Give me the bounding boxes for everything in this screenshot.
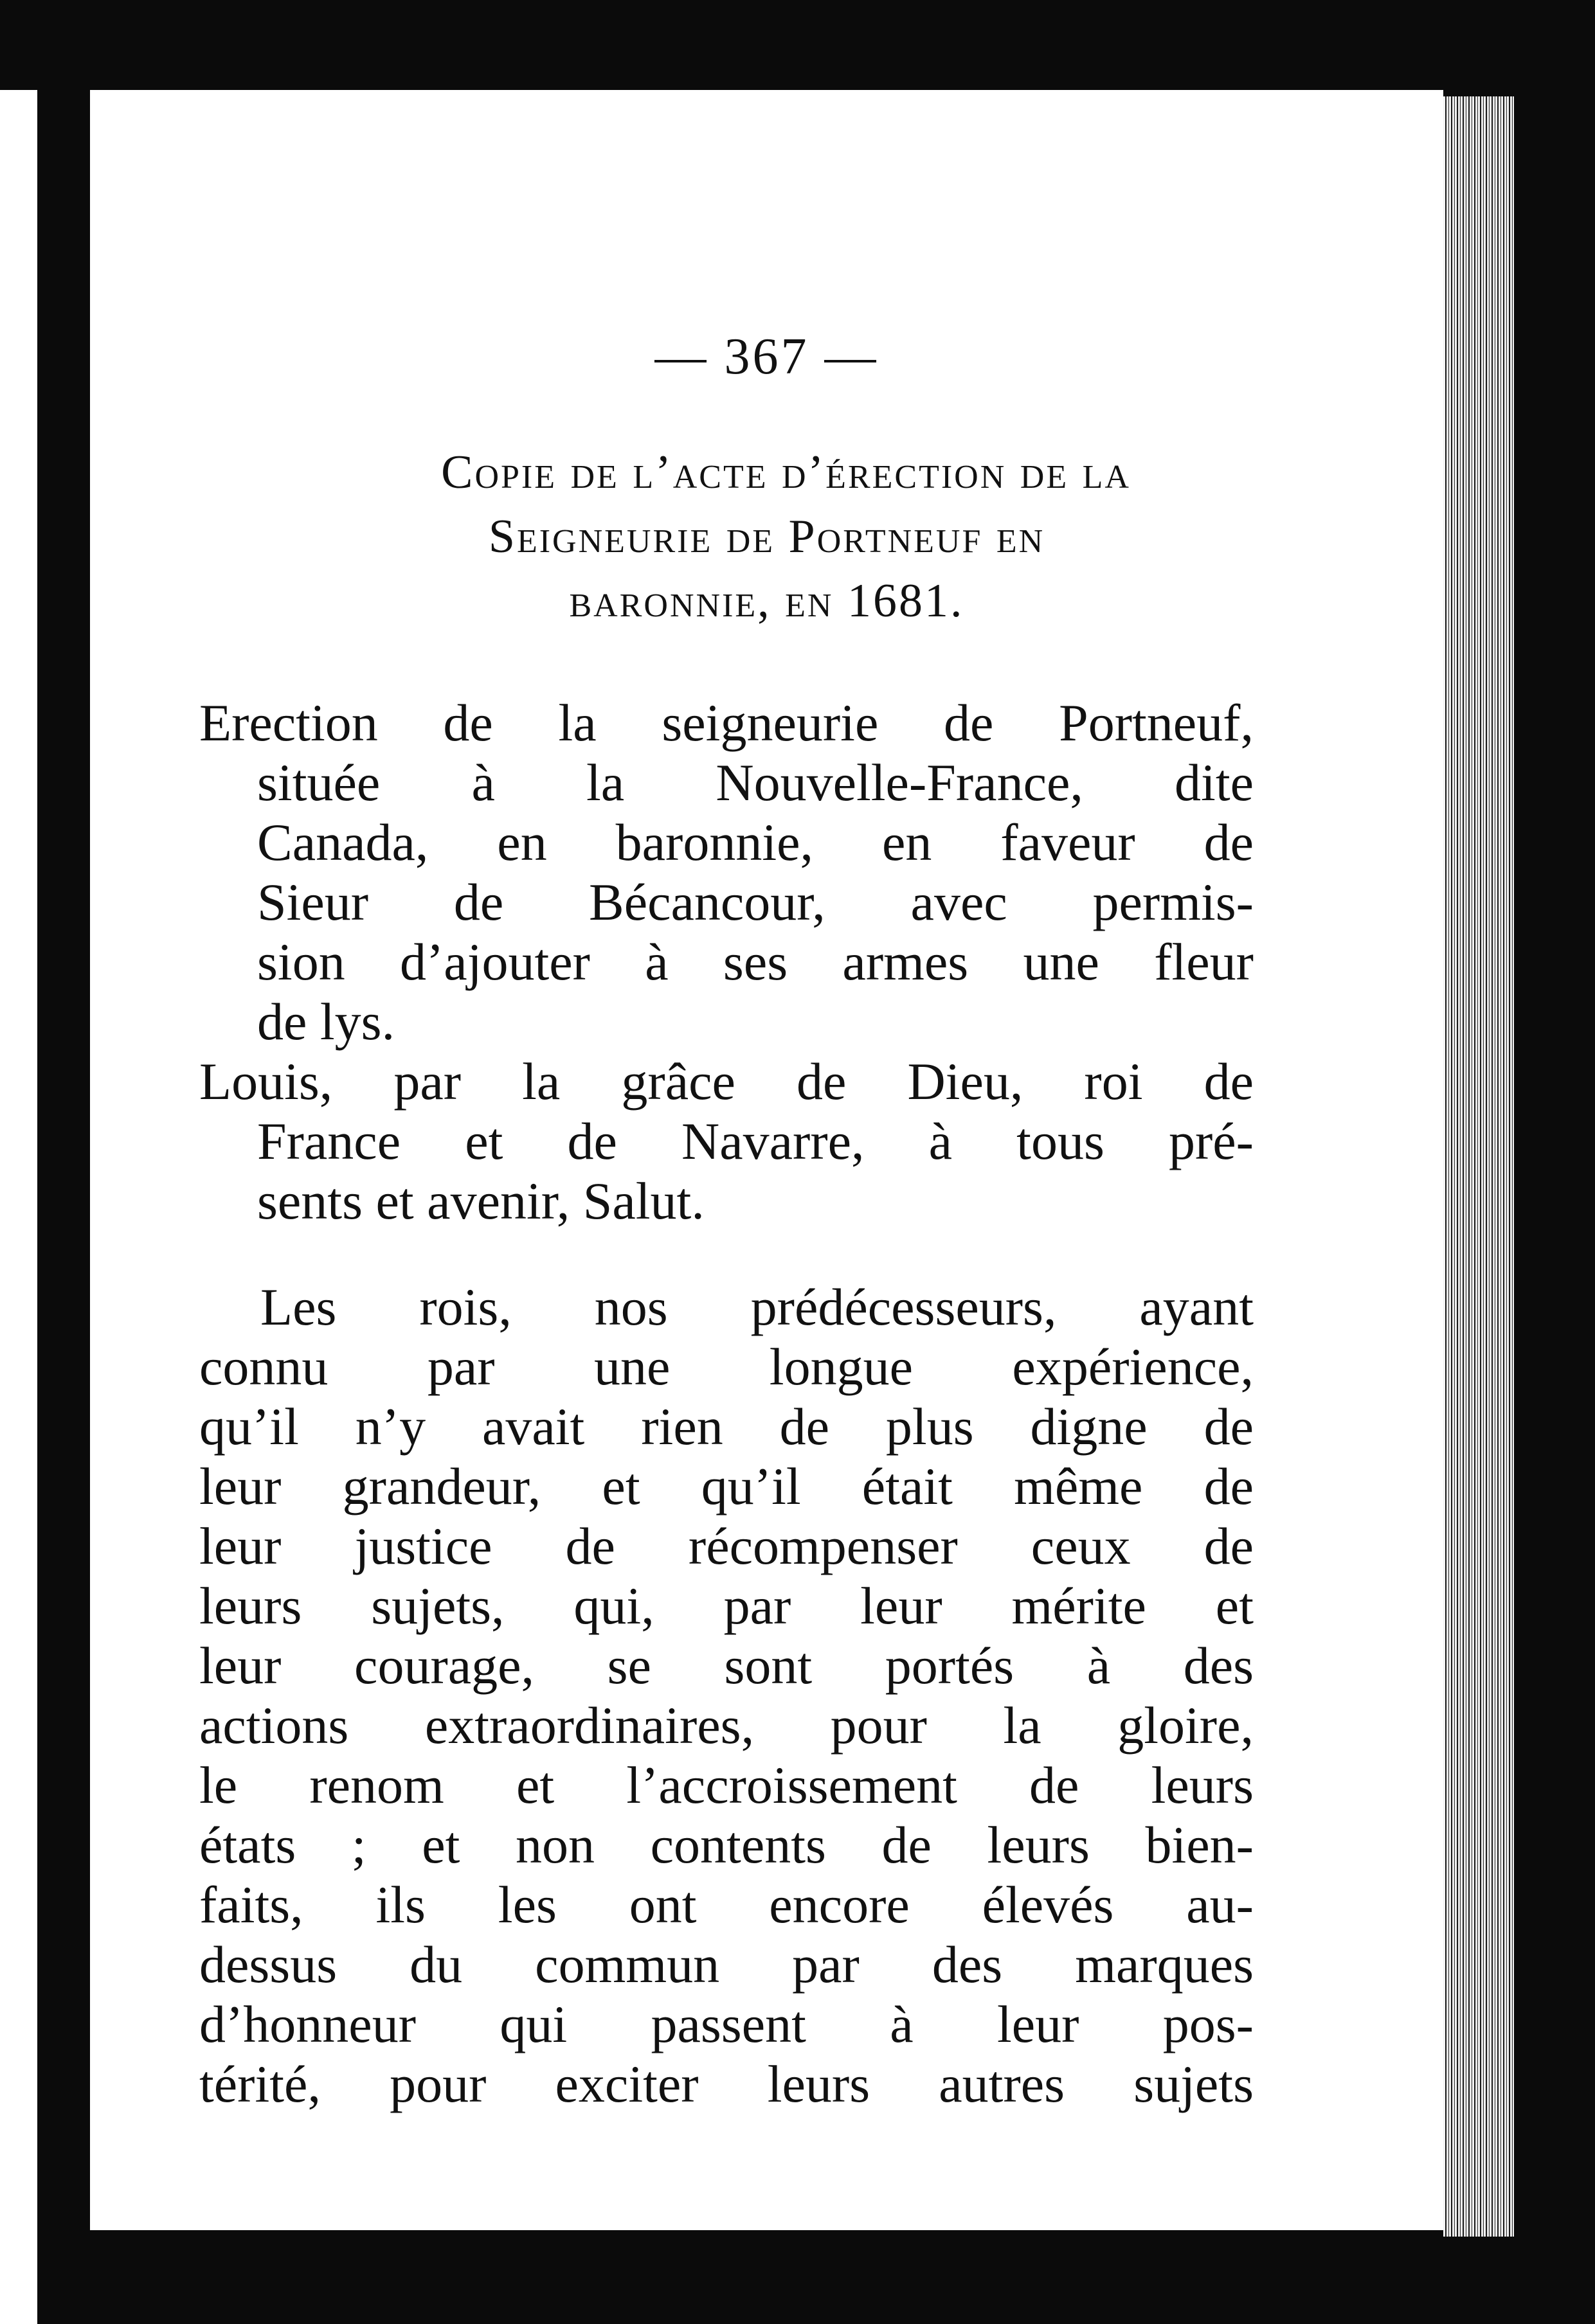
body-line: leurs sujets, qui, par leur mérite et xyxy=(199,1577,1254,1635)
body-line: qu’il n’y avait rien de plus digne de xyxy=(199,1397,1254,1456)
salutation-line: sents et avenir, Salut. xyxy=(257,1172,705,1230)
body-line: térité, pour exciter leurs autres sujets xyxy=(199,2055,1254,2113)
body-line: faits, ils les ont encore élevés au- xyxy=(199,1875,1254,1934)
summary-line: sion d’ajouter à ses armes une fleur xyxy=(257,933,1254,991)
title-line: Seigneurie de Portneuf en xyxy=(488,510,1045,563)
body-line: le renom et l’accroissement de leurs xyxy=(199,1756,1254,1814)
body-line: états ; et non contents de leurs bien- xyxy=(199,1816,1254,1874)
chapter-title xyxy=(90,440,1443,633)
book-page-edges xyxy=(1443,96,1514,2237)
body-line: Les rois, nos prédécesseurs, ayant xyxy=(260,1278,1254,1336)
page-number: — 367 — xyxy=(654,328,879,385)
salutation-line: France et de Navarre, à tous pré- xyxy=(257,1112,1254,1170)
body-line: dessus du commun par des marques xyxy=(199,1935,1254,1994)
summary-line: Sieur de Bécancour, avec permis- xyxy=(257,873,1254,931)
body-line: leur justice de récompenser ceux de xyxy=(199,1517,1254,1575)
summary-line: de lys. xyxy=(257,992,395,1051)
salutation-line: Louis, par la grâce de Dieu, roi de xyxy=(199,1052,1254,1111)
body-line: actions extraordinaires, pour la gloire, xyxy=(199,1696,1254,1755)
book-page xyxy=(90,90,1443,2230)
body-line: connu par une longue expérience, xyxy=(199,1337,1254,1396)
summary-and-salutation xyxy=(199,693,1254,1231)
summary-line: Canada, en baronnie, en faveur de xyxy=(257,813,1254,872)
summary-line: Erection de la seigneurie de Portneuf, xyxy=(199,693,1254,752)
title-line: baronnie, en 1681. xyxy=(569,575,964,627)
summary-line: située à la Nouvelle-France, dite xyxy=(257,753,1254,812)
scan-margin-strip xyxy=(0,90,37,2324)
title-line: Copie de l’acte d’érection de la xyxy=(441,446,1131,499)
body-line: leur grandeur, et qu’il était même de xyxy=(199,1457,1254,1515)
body-line: d’honneur qui passent à leur pos- xyxy=(199,1995,1254,2053)
body-line: leur courage, se sont portés à des xyxy=(199,1636,1254,1695)
body-paragraph xyxy=(199,1277,1254,2114)
